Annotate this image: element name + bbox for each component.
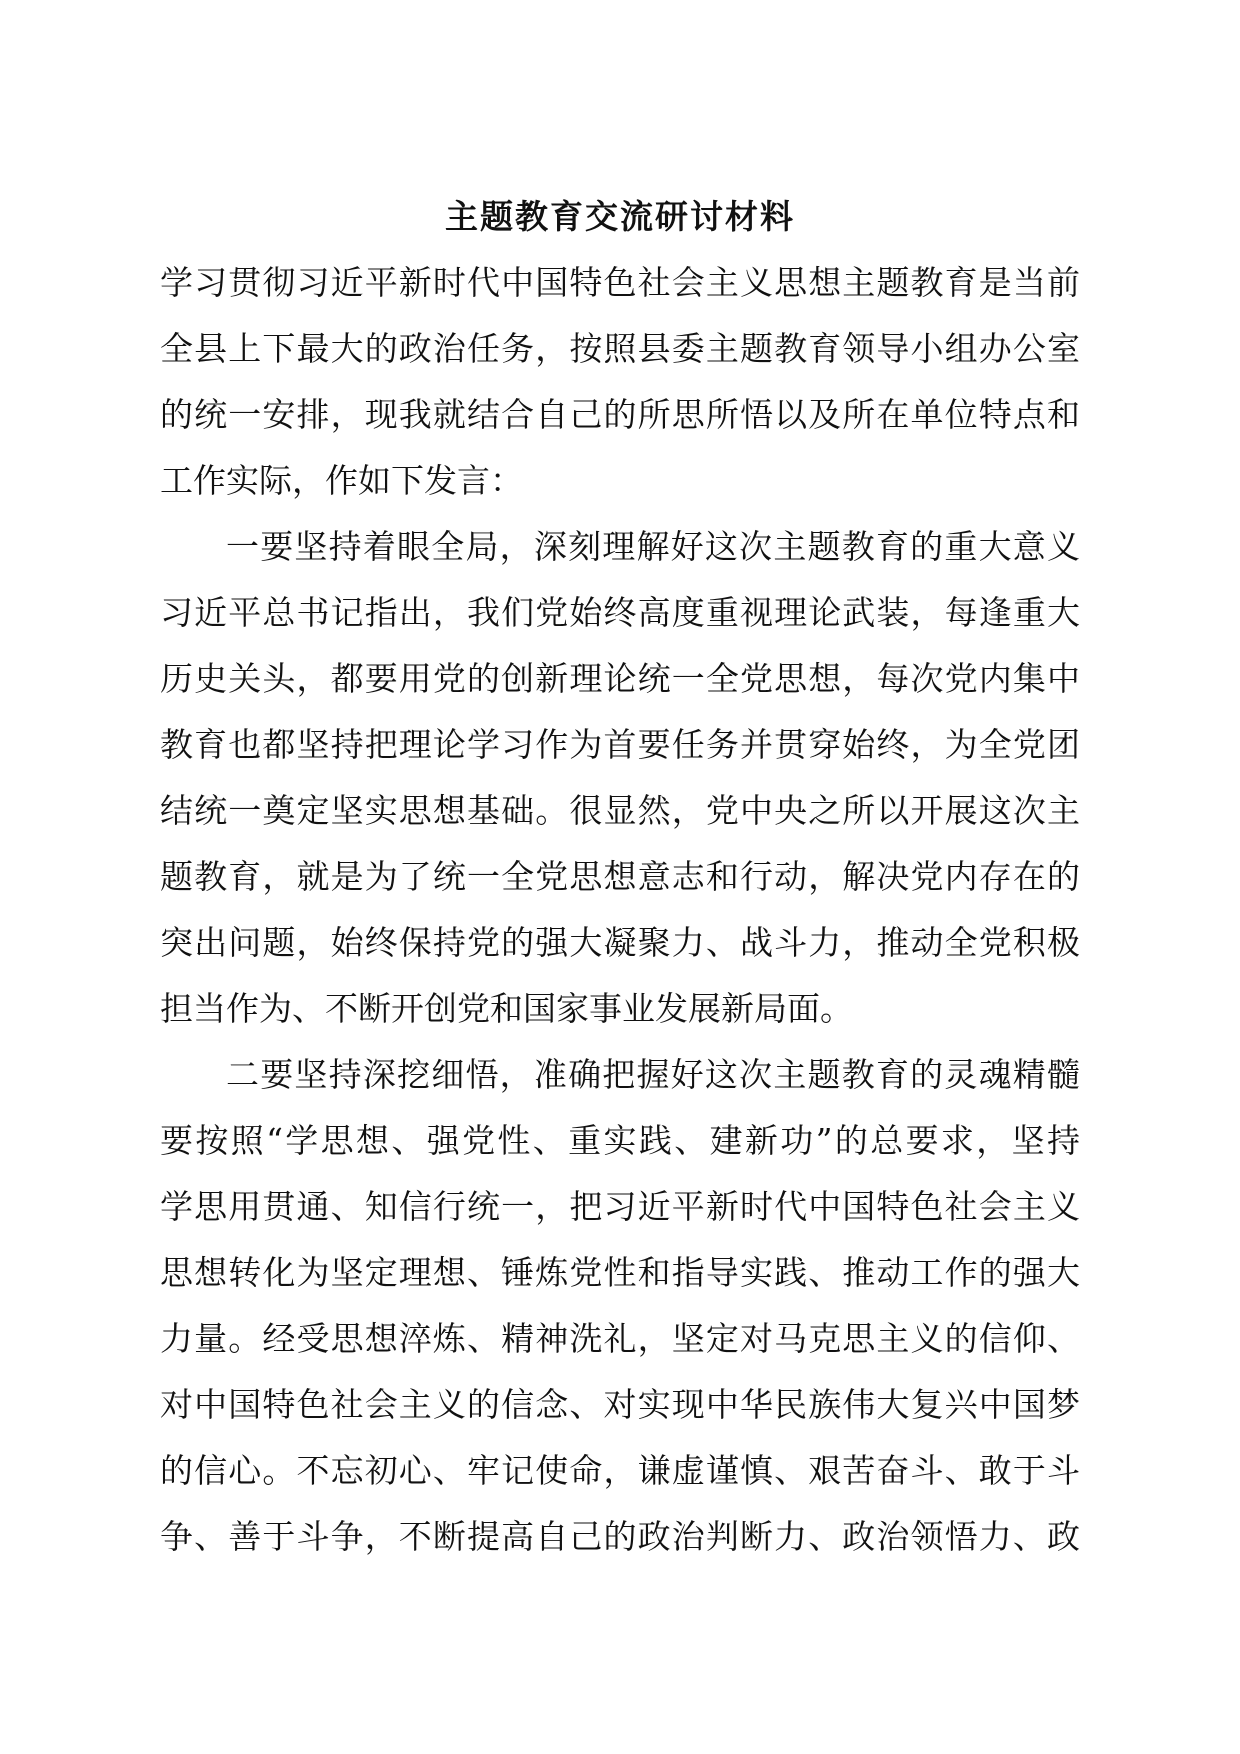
text-line: 题教育，就是为了统一全党思想意志和行动，解决党内存在的 — [160, 857, 1080, 896]
text-line: 争、善于斗争，不断提高自己的政治判断力、政治领悟力、政 — [160, 1517, 1080, 1556]
text-line: 的信心。不忘初心、牢记使命，谦虚谨慎、艰苦奋斗、敢于斗 — [160, 1451, 1080, 1490]
text-line: 全县上下最大的政治任务，按照县委主题教育领导小组办公室 — [160, 329, 1080, 368]
document-title: 主题教育交流研讨材料 — [445, 197, 795, 236]
text-line: 工作实际，作如下发言： — [160, 461, 523, 500]
text-line: 结统一奠定坚实思想基础。很显然，党中央之所以开展这次主 — [160, 791, 1080, 830]
text-line: 历史关头，都要用党的创新理论统一全党思想，每次党内集中 — [160, 659, 1080, 698]
document-body — [160, 250, 1080, 1570]
text-line: 学思用贯通、知信行统一，把习近平新时代中国特色社会主义 — [160, 1187, 1080, 1226]
text-line: 力量。经受思想淬炼、精神洗礼，坚定对马克思主义的信仰、 — [160, 1319, 1080, 1358]
text-line: 要按照“学思想、强党性、重实践、建新功”的总要求，坚持 — [160, 1121, 1080, 1160]
text-line: 担当作为、不断开创党和国家事业发展新局面。 — [160, 989, 853, 1028]
section-heading-2: 二要坚持深挖细悟，准确把握好这次主题教育的灵魂精髓 — [226, 1055, 1080, 1094]
text-line: 的统一安排，现我就结合自己的所思所悟以及所在单位特点和 — [160, 395, 1080, 434]
section-heading-1: 一要坚持着眼全局，深刻理解好这次主题教育的重大意义 — [226, 527, 1080, 566]
text-line: 思想转化为坚定理想、锤炼党性和指导实践、推动工作的强大 — [160, 1253, 1080, 1292]
text-line: 对中国特色社会主义的信念、对实现中华民族伟大复兴中国梦 — [160, 1385, 1080, 1424]
text-line: 学习贯彻习近平新时代中国特色社会主义思想主题教育是当前 — [160, 263, 1080, 302]
text-line: 突出问题，始终保持党的强大凝聚力、战斗力，推动全党积极 — [160, 923, 1080, 962]
text-line: 习近平总书记指出，我们党始终高度重视理论武装，每逢重大 — [160, 593, 1080, 632]
text-line: 教育也都坚持把理论学习作为首要任务并贯穿始终，为全党团 — [160, 725, 1080, 764]
